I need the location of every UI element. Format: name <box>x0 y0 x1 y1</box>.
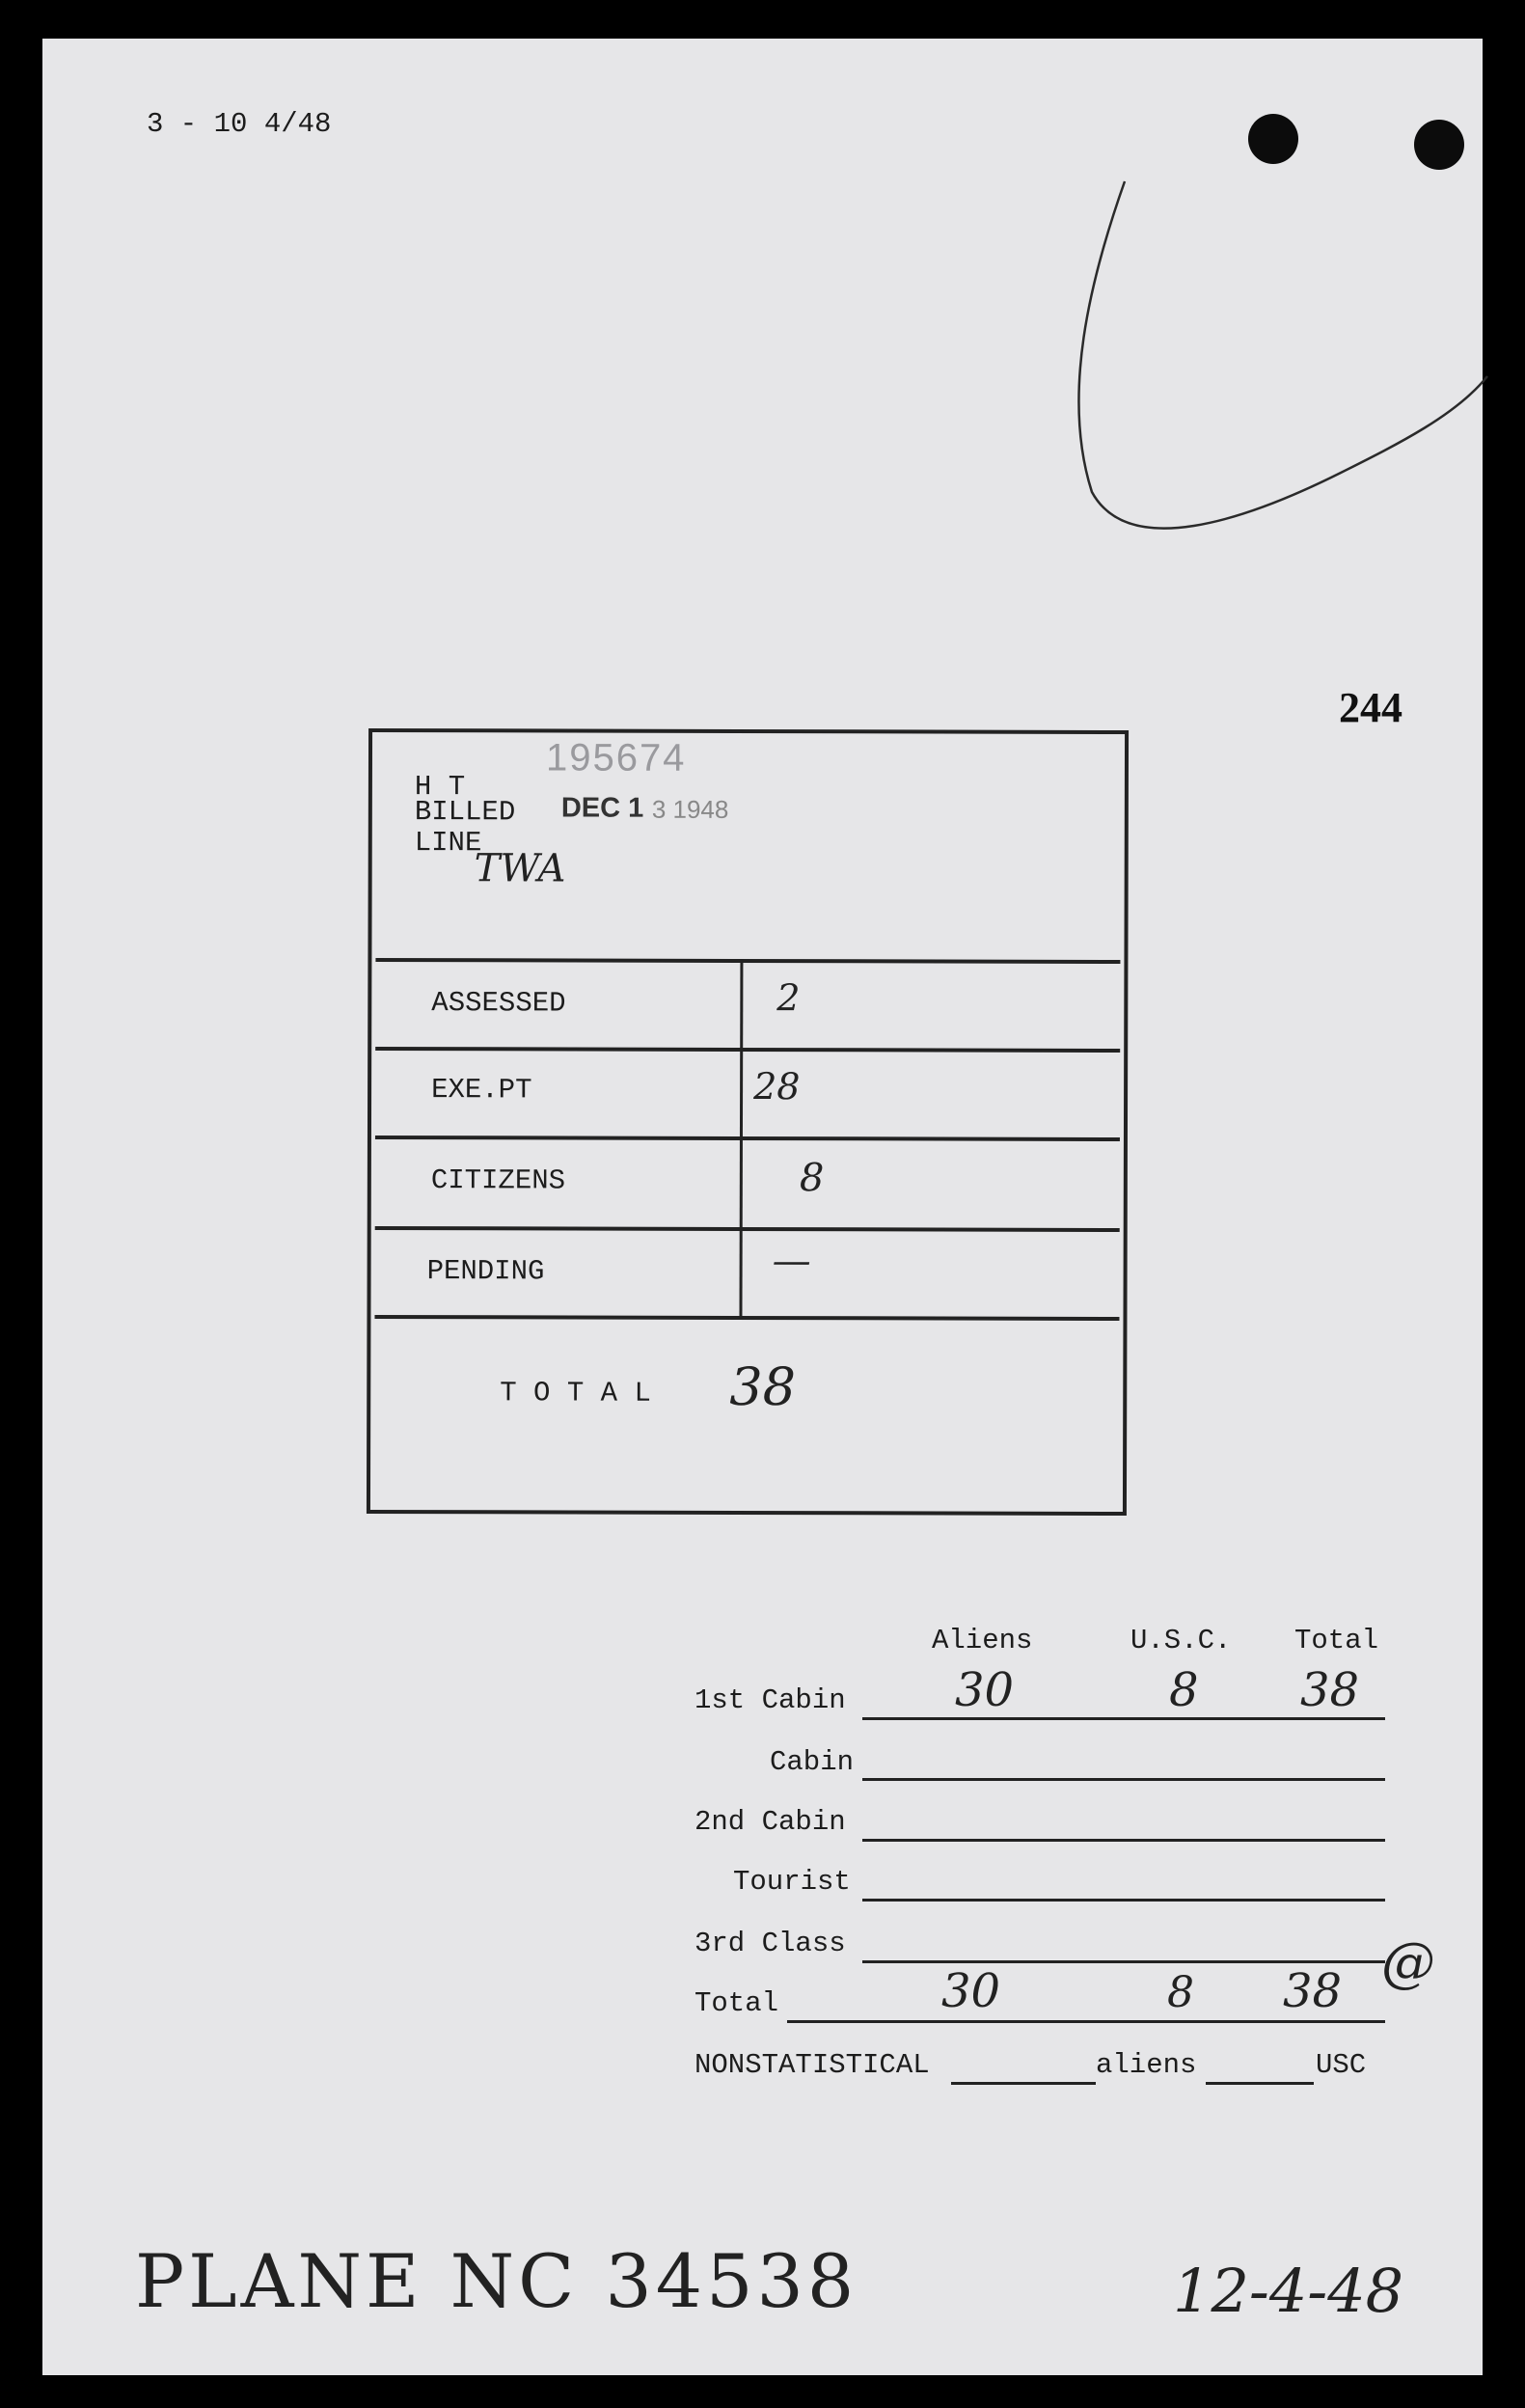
line-value: TWA <box>474 846 566 891</box>
col-header-usc: U.S.C. <box>1130 1625 1232 1656</box>
ht-label: H T <box>414 771 466 804</box>
total-value: 38 <box>729 1355 797 1418</box>
date-stamp-rest: 3 1948 <box>651 794 729 824</box>
file-reference: 3 - 10 4/48 <box>147 108 332 140</box>
billing-box <box>367 728 1129 1516</box>
row-label-2nd-cabin: 2nd Cabin <box>694 1806 846 1838</box>
billed-label: BILLED <box>414 796 516 829</box>
col-header-aliens: Aliens <box>932 1625 1033 1656</box>
nonstat-usc-label: USC <box>1316 2049 1367 2081</box>
row-label-3rd-class: 3rd Class <box>694 1928 846 1959</box>
plane-note: PLANE NC 34538 <box>135 2238 858 2324</box>
punch-hole-right <box>1414 120 1464 170</box>
nonstat-label: NONSTATISTICAL <box>694 2049 930 2081</box>
row-label-pending: PENDING <box>426 1255 545 1288</box>
total-aliens: 30 <box>941 1964 1001 2018</box>
nonstat-aliens-label: aliens <box>1096 2049 1197 2081</box>
line-label: LINE <box>414 827 482 860</box>
row-label-total: Total <box>694 1987 779 2019</box>
row-label-assessed: ASSESSED <box>431 987 566 1020</box>
row-label-cabin: Cabin <box>770 1746 855 1778</box>
total-usc: 8 <box>1167 1968 1194 2017</box>
row-value-pending: — <box>772 1239 811 1284</box>
total-total: 38 <box>1283 1964 1343 2018</box>
1st-cabin-aliens: 30 <box>955 1663 1015 1717</box>
punch-hole-left <box>1248 114 1298 164</box>
page-number: 244 <box>1339 684 1402 731</box>
row-label-1st-cabin: 1st Cabin <box>694 1684 846 1716</box>
row-value-assessed: 2 <box>776 976 801 1020</box>
row-label-exempt: EXE.PT <box>431 1074 532 1107</box>
stamp-number: 195674 <box>545 736 687 780</box>
date-stamp: DEC 1 <box>560 792 644 824</box>
handwritten-date: 12-4-48 <box>1173 2256 1404 2326</box>
row-value-exempt: 28 <box>753 1065 801 1108</box>
total-check-mark: @ <box>1381 1931 1435 1994</box>
row-label-citizens: CITIZENS <box>430 1164 566 1197</box>
pencil-curve-mark <box>1051 174 1495 560</box>
row-value-citizens: 8 <box>799 1156 825 1201</box>
col-header-total: Total <box>1294 1625 1379 1656</box>
1st-cabin-usc: 8 <box>1169 1663 1199 1717</box>
1st-cabin-total: 38 <box>1300 1663 1360 1717</box>
row-label-tourist: Tourist <box>733 1866 851 1898</box>
total-label: T O T A L <box>500 1377 651 1409</box>
